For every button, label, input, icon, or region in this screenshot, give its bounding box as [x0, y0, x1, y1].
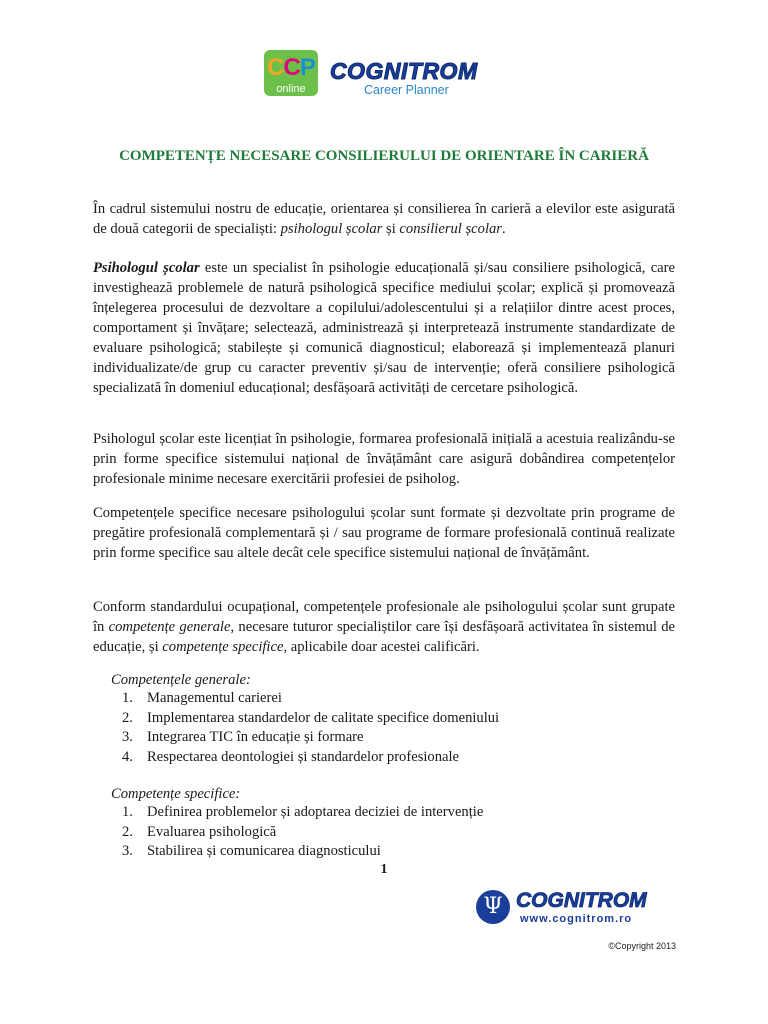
psi-icon: Ψ — [476, 890, 510, 924]
ccp-letter-c2: C — [283, 54, 300, 81]
copyright-notice: ©Copyright 2013 — [608, 941, 676, 951]
list-item-number: 3. — [122, 843, 133, 859]
ccp-online-label: online — [276, 83, 306, 95]
paragraph-standard-ocupational — [93, 597, 675, 657]
list-item-number: 4. — [122, 748, 133, 765]
specific-competences-list — [122, 803, 483, 862]
specific-competences-heading: Competențe specifice: — [111, 786, 241, 802]
list-item — [122, 748, 499, 768]
footer-brand: COGNITROM — [516, 889, 647, 912]
list-item-text: Implementarea standardelor de calitate specifice domeniului — [147, 709, 500, 726]
list-item — [122, 709, 499, 729]
list-item-text: Evaluarea psihologică — [147, 823, 277, 840]
psihologul-definition-text: este un specialist în psihologie educațională și/sau consiliere psihologică, care investighează problemele de natură psihologică specifice mediului școlar; explică și promovează înțelegerea procesului de dezvoltare a copilului/adolescentului și a relațiilor dintre acest proces, comportament și învățare; selectează, administrează și interpretează instrumente standardizate de evaluare psihologică; stabilește și comunică diagnosticul; elaborează și implementează planuri individualizate/de grup cu caracter preventiv și/sau de intervenție; oferă consiliere psihologică specializată în domeniul educațional; desfășoară activități de cercetare psihologică. — [93, 260, 675, 396]
intro-text: În cadrul sistemului nostru de educație, orientarea și consilierea în carieră a elevilor este asigurată de două categorii de specialiști: — [93, 201, 675, 237]
standard-competente-specifice: competențe specifice — [162, 639, 284, 655]
footer-url: www.cognitrom.ro — [520, 913, 633, 925]
ccp-letter-p: P — [299, 54, 315, 81]
standard-text-c: , aplicabile doar acestei calificări. — [283, 639, 480, 655]
list-item — [122, 823, 483, 843]
list-item-text: Definirea problemelor și adoptarea deciziei de intervenție — [147, 804, 484, 820]
career-planner-tagline: Career Planner — [364, 83, 449, 97]
list-item-number: 1. — [122, 804, 133, 820]
standard-text-a: Conform standardului ocupațional, competențele profesionale ale psihologului școlar sunt grupate în — [93, 599, 675, 635]
paragraph-intro — [93, 199, 675, 239]
list-item — [122, 803, 483, 823]
list-item-number: 1. — [122, 690, 133, 706]
intro-connector: și — [382, 221, 400, 237]
document-title: COMPETENȚE NECESARE CONSILIERULUI DE ORIENTARE ÎN CARIERĂ — [119, 148, 649, 164]
page-number: 1 — [380, 862, 388, 877]
list-item-text: Stabilirea și comunicarea diagnosticului — [147, 843, 381, 859]
standard-text-b: , necesare tuturor specialiștilor care își desfășoară activitatea în sistemul de educație, și — [93, 619, 676, 655]
ccp-letter-c1: C — [267, 54, 284, 81]
general-competences-list — [122, 689, 499, 767]
list-item-number: 2. — [122, 709, 133, 726]
list-item-text: Respectarea deontologiei și standardelor profesionale — [147, 748, 460, 765]
list-item-text: Integrarea TIC în educație și formare — [147, 729, 364, 745]
paragraph-psihologul-definition — [93, 258, 675, 398]
intro-psihologul-scolar: psihologul școlar — [280, 221, 383, 237]
ccp-online-logo — [264, 50, 318, 96]
list-item — [122, 842, 483, 862]
general-competences-heading: Competențele generale: — [111, 672, 251, 688]
standard-competente-generale: competențe generale — [108, 619, 231, 635]
list-item — [122, 728, 499, 748]
paragraph-licentiat: Psihologul școlar este licențiat în psihologie, formarea profesională inițială a acestuia realizându-se prin forme specifice sistemului național de învățământ care asigură dobândirea competențelor profesionale minime necesare exercitării profesiei de psiholog. — [93, 431, 675, 487]
list-item — [122, 689, 499, 709]
list-item-text: Managementul carierei — [147, 690, 282, 706]
paragraph-competente-specifice: Competențele specifice necesare psihologului școlar sunt formate și dezvoltate prin programe de pregătire profesională complementară și / sau programe de formare profesională continuă realizate prin forme specifice sau altele decât cele specifice sistemului național de învățământ. — [93, 505, 675, 561]
ccp-logo-letters — [264, 54, 318, 82]
list-item-number: 2. — [122, 823, 133, 840]
header-logos — [264, 50, 514, 100]
footer-cognitrom-logo — [476, 888, 676, 928]
psihologul-scolar-term: Psihologul școlar — [93, 260, 200, 276]
intro-consilierul-scolar: consilierul școlar — [399, 221, 502, 237]
cognitrom-brand-logo: COGNITROM — [330, 58, 478, 84]
list-item-number: 3. — [122, 729, 133, 745]
intro-end: . — [501, 221, 506, 237]
